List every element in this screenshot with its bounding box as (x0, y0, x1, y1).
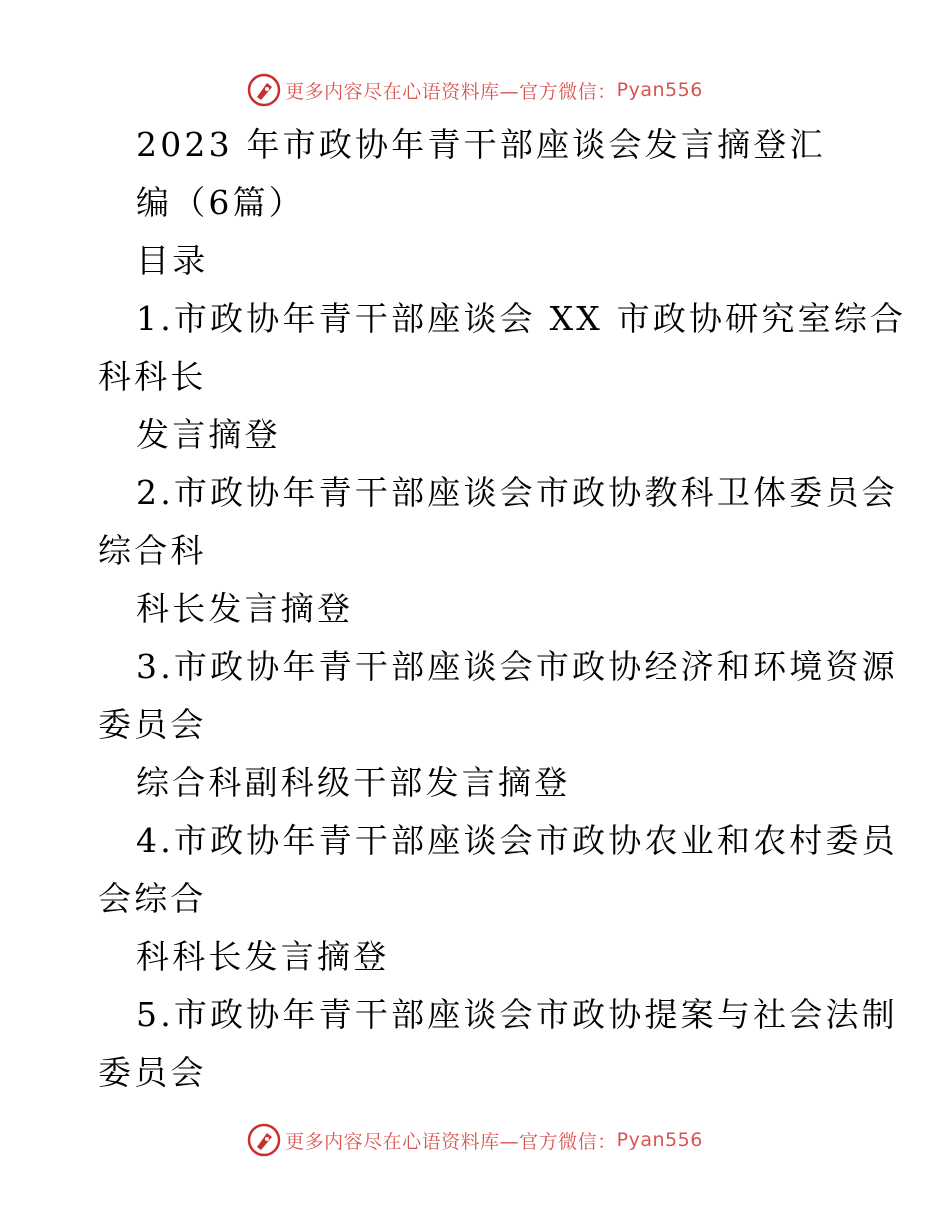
pen-nib-logo-icon (247, 1123, 281, 1157)
document-line: 科长发言摘登 (136, 589, 354, 628)
document-line: 2.市政协年青干部座谈会市政协教科卫体委员会 (136, 473, 898, 512)
document-line: 科科长发言摘登 (136, 937, 390, 976)
document-line: 2023 年市政协年青干部座谈会发言摘登汇 (136, 125, 826, 164)
banner-text: 更多内容尽在心语资料库—官方微信： (285, 1130, 617, 1153)
banner-wechat-id: Pyan556 (616, 79, 703, 101)
document-line: 科科长 (98, 357, 207, 396)
document-line: 委员会 (98, 1053, 207, 1092)
document-line: 综合科副科级干部发言摘登 (136, 763, 571, 802)
header-watermark-banner (0, 70, 950, 110)
document-line: 发言摘登 (136, 415, 281, 454)
document-line: 5.市政协年青干部座谈会市政协提案与社会法制 (136, 995, 898, 1034)
document-body (98, 125, 907, 1114)
document-line: 会综合 (98, 879, 207, 918)
document-line: 3.市政协年青干部座谈会市政协经济和环境资源 (136, 647, 898, 686)
document-line: 综合科 (98, 531, 207, 570)
document-line: 4.市政协年青干部座谈会市政协农业和农村委员 (136, 821, 898, 860)
document-line: 委员会 (98, 705, 207, 744)
document-line: 目录 (136, 241, 209, 280)
pen-nib-logo-icon (247, 73, 281, 107)
banner-wechat-id: Pyan556 (616, 1129, 703, 1151)
banner-text: 更多内容尽在心语资料库—官方微信： (285, 80, 617, 103)
document-line: 编（6篇） (136, 183, 305, 222)
document-line: 1.市政协年青干部座谈会 XX 市政协研究室综合 (136, 299, 907, 338)
footer-watermark-banner (0, 1120, 950, 1160)
